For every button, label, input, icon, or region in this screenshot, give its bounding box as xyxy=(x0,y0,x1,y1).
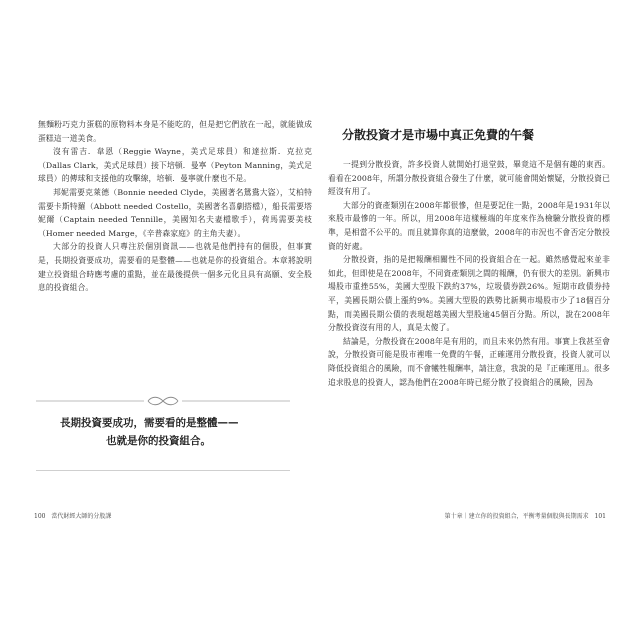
right-paragraph-2: 大部分的資產類別在2008年都很慘，但是要記住一點，2008年是1931年以來股市最慘的一年。所以，用2008年這樣極端的年度來作為檢驗分散投資的標準，是相當不公平的。而且就算你真的這麼做，2008年的市況也不會否定分散投資的好處。 xyxy=(328,200,610,251)
right-page xyxy=(328,126,610,389)
left-paragraph-3: 邦妮需要克萊德（Bonnie needed Clyde，美國著名鴛鴦大盜），艾柏特需要卡斯特羅（Abbott needed Costello，美國著名喜劇搭檔），船長需要塔妮爾（Captain needed Tennille，美國知名夫妻檔歌手），荷馬需要美枝（Homer needed Marge，《辛普森家庭》的主角夫妻）。 xyxy=(38,187,312,238)
left-running-title: 當代財經大師的分股課 xyxy=(51,513,112,520)
right-paragraph-1: 一提到分散投資，許多投資人就開始打退堂鼓，畢竟這不是個有趣的東西。看看在2008年，所謂分散投資組合發生了什麼，就可能會開始懷疑，分散投資已經沒有用了。 xyxy=(328,160,610,197)
right-paragraph-3: 分散投資，指的是把報酬相關性不同的投資組合在一起。雖然感覺起來並非如此，但即使是在2008年，不同資產類別之間的報酬，仍有很大的差別。新興市場股市重挫55%，美國大型股下跌約37%，垃圾債券跌26%。短期市政債券持平，美國長期公債上漲約9%。美國大型股的跌勢比新興市場股市少了18個百分點，而美國長期公債的表現超越美國大型股逾45個百分點。所以，說在2008年分散投資沒有用的人，真是太傻了。 xyxy=(328,255,610,333)
right-paragraph-4: 結論是，分散投資在2008年是有用的，而且未來仍然有用。事實上我甚至會說，分散投資可能是股市裡唯一免費的午餐，正確運用分散投資，投資人就可以降低投資組合的風險，而不會犧牲報酬率，請注意，我說的是『正確運用』。很多追求股息的投資人，認為他們在2008年時已經分散了投資組合的風險，因為 xyxy=(328,336,610,387)
pull-quote-line-2: 也就是你的投資組合。 xyxy=(106,435,211,447)
left-footer xyxy=(30,511,111,520)
pull-quote-rule xyxy=(36,470,290,471)
ornament-divider-icon xyxy=(36,396,290,406)
left-paragraph-2: 沒有雷吉．韋恩（Reggie Wayne，美式足球員）和達拉斯．克拉克（Dallas Clark，美式足球員）接下培頓．曼寧（Peyton Manning，美式足球員）的傳球和支援他的攻擊線，培頓．曼寧就什麼也不是。 xyxy=(38,147,312,184)
pull-quote xyxy=(60,414,280,450)
left-paragraph-1: 無麵粉巧克力蛋糕的原物料本身是不能吃的，但是把它們放在一起，就能做成蛋糕這一道美食。 xyxy=(38,120,312,143)
right-footer xyxy=(445,511,610,520)
left-page-number: 100 xyxy=(34,513,46,520)
left-page xyxy=(30,118,312,295)
left-paragraph-4: 大部分的投資人只專注於個別資訊——也就是他們持有的個股，但事實是，長期投資要成功，需要看的是整體——也就是你的投資組合。本章將說明建立投資組合時應考慮的重點，並在最後提供一個多元化且具有高願、安全股息的投資組合。 xyxy=(38,242,312,293)
section-title: 分散投資才是市場中真正免費的午餐 xyxy=(342,128,535,142)
right-page-number: 101 xyxy=(594,513,606,520)
right-running-title: 第十章｜建立你的投資組合，平衡考量個股與長期需求 xyxy=(444,513,589,520)
pull-quote-line-1: 長期投資要成功，需要看的是整體—— xyxy=(60,417,239,429)
